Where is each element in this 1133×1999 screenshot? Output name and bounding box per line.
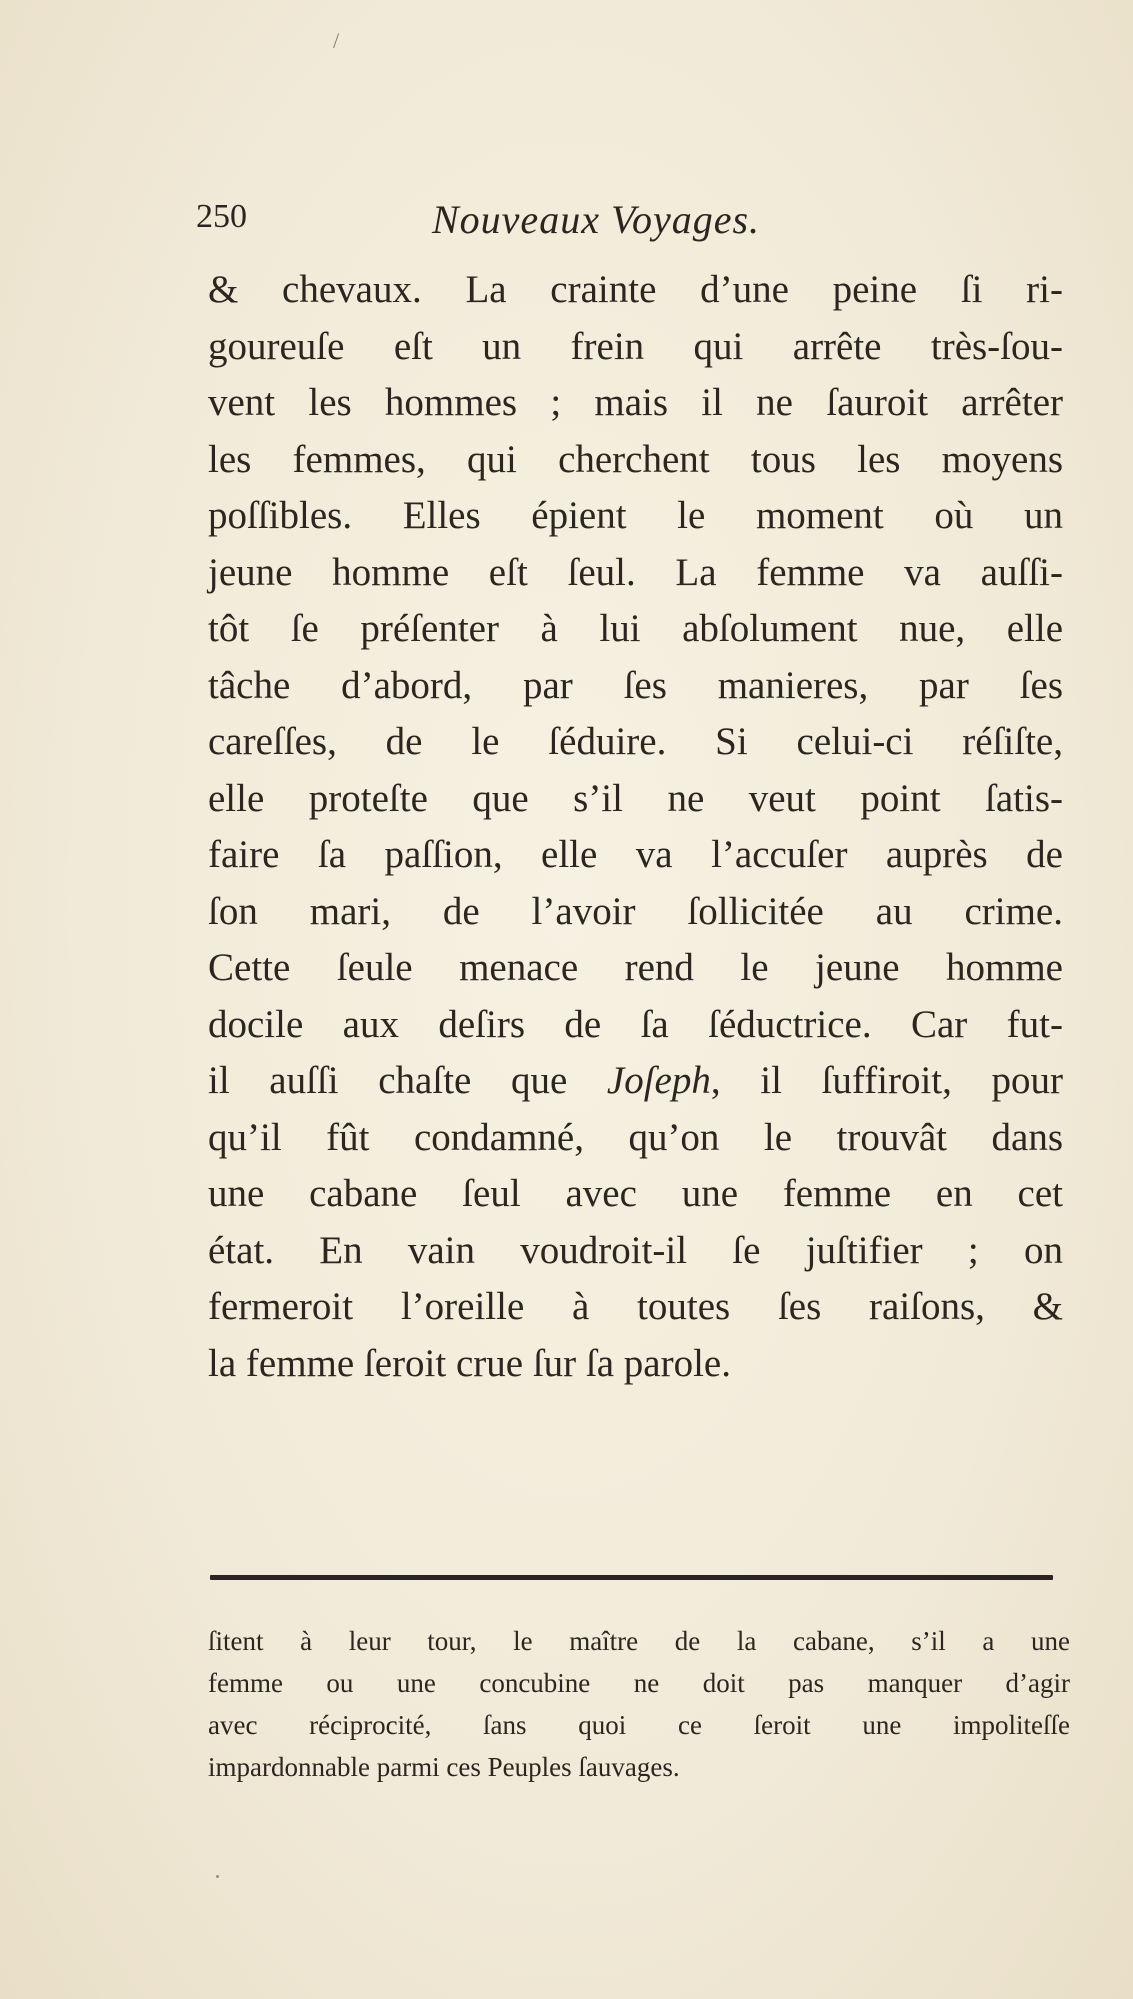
body-line: careſſes, de le ſéduire. Si celui-ci réſiſte, [208,720,1063,763]
body-line: jeune homme eſt ſeul. La femme va auſſi- [208,550,1063,594]
body-line: elle proteſte que s’il ne veut point ſatis- [208,776,1063,820]
footnote [208,1620,1070,1788]
body-line: faire ſa paſſion, elle va l’accuſer auprès de [208,833,1063,876]
footnote-line: avec réciprocité, ſans quoi ce ſeroit une impoliteſſe [208,1710,1070,1740]
page-number: 250 [196,198,247,235]
page-header [196,198,1056,248]
body-line: tôt ſe préſenter à lui abſolument nue, elle [208,607,1063,650]
body-line: les femmes, qui cherchent tous les moyens [208,437,1063,481]
footnote-line: impardonnable parmi ces Peuples ſauvages. [208,1752,680,1782]
body-line: ſon mari, de l’avoir ſollicitée au crime. [208,889,1063,933]
body-line: goureuſe eſt un frein qui arrête très-ſou- [208,324,1063,368]
ink-speck [216,1875,219,1878]
body-line: docile aux deſirs de ſa ſéductrice. Car fut- [208,1002,1063,1046]
body-line: état. En vain voudroit-il ſe juſtifier ; on [208,1228,1063,1272]
body-line: la femme ſeroit crue ſur ſa parole. [208,1341,731,1385]
body-line: il auſſi chaſte que Joſeph, il ſuffiroit, pour [208,1059,1063,1102]
body-line: tâche d’abord, par ſes manieres, par ſes [208,663,1063,707]
footnote-rule [210,1575,1053,1580]
footnote-line: femme ou une concubine ne doit pas manquer d’agir [208,1668,1070,1698]
body-line: qu’il fût condamné, qu’on le trouvât dans [208,1115,1063,1159]
body-line: & chevaux. La crainte d’une peine ſi ri- [208,268,1063,311]
body-line: une cabane ſeul avec une femme en cet [208,1172,1063,1215]
body-text [208,262,1063,1392]
body-line: poſſibles. Elles épient le moment où un [208,494,1063,537]
stray-ink-mark: / [333,28,340,53]
body-line: vent les hommes ; mais il ne ſauroit arrêter [208,381,1063,424]
running-title: Nouveaux Voyages. [432,197,761,242]
body-line: Cette ſeule menace rend le jeune homme [208,946,1063,989]
italic-name: Joſeph [606,1059,711,1102]
footnote-line: ſitent à leur tour, le maître de la cabane, s’il a une [208,1626,1070,1656]
body-line: fermeroit l’oreille à toutes ſes raiſons, & [208,1285,1063,1328]
